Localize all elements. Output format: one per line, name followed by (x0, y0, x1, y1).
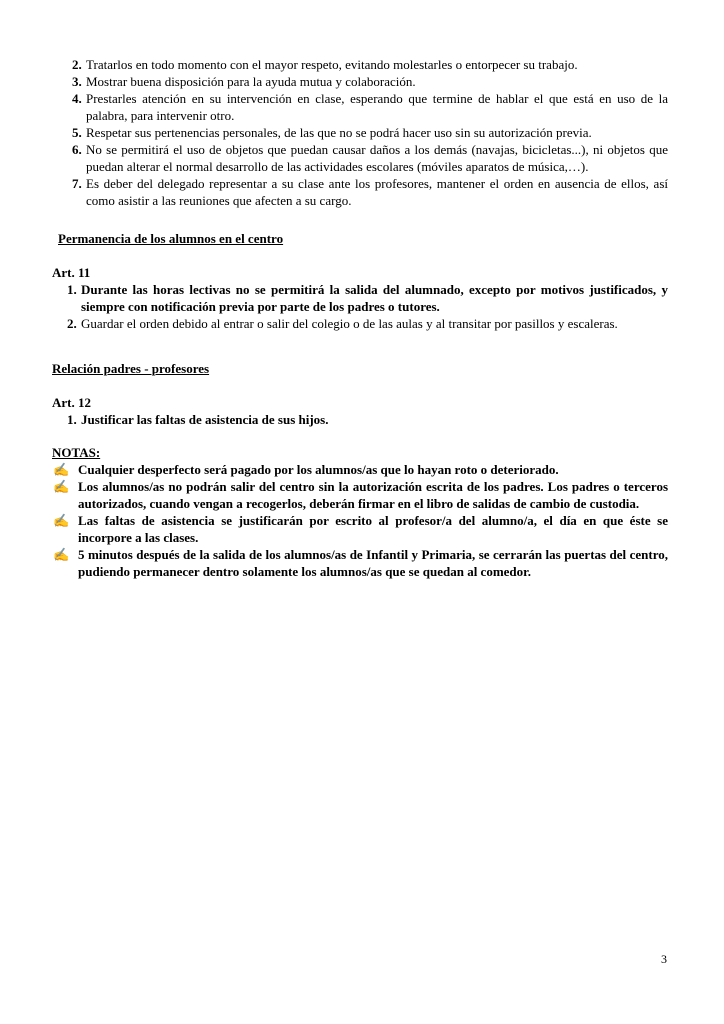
section-heading-relacion: Relación padres - profesores (52, 361, 210, 376)
item-number: 3. (72, 74, 82, 89)
article-12-list (52, 411, 668, 428)
writing-hand-bullet-icon: ✍ (53, 513, 70, 528)
writing-hand-bullet-icon: ✍ (53, 547, 70, 562)
list-item (52, 175, 668, 209)
item-text: Prestarles atención en su intervención en clase, esperando que termine de hablar el que está en uso de la palabra, para intervenir otro. (86, 91, 668, 123)
list-item (52, 281, 668, 315)
page-number: 3 (661, 952, 667, 966)
item-text: Durante las horas lectivas no se permitirá la salida del alumnado, excepto por motivos justificados, y siempre con notificación previa por parte de los padres o tutores. (81, 282, 668, 314)
item-text: Justificar las faltas de asistencia de sus hijos. (81, 412, 329, 427)
article-11-list (52, 281, 668, 332)
note-item (52, 461, 668, 478)
item-text: No se permitirá el uso de objetos que puedan causar daños a los demás (navajas, bicicletas...), ni objetos que puedan alterar el normal desarrollo de las actividades escolares (móviles aparatos de música,…). (86, 142, 668, 174)
page-content (52, 56, 668, 580)
item-text: Respetar sus pertenencias personales, de las que no se podrá hacer uso sin su autorización previa. (86, 125, 592, 140)
item-number: 1. (67, 412, 77, 427)
item-number: 1. (67, 282, 77, 297)
article-12-label: Art. 12 (52, 395, 91, 410)
list-item (52, 56, 668, 73)
list-item (52, 124, 668, 141)
note-text: 5 minutos después de la salida de los alumnos/as de Infantil y Primaria, se cerrarán las puertas del centro, pudiendo permanecer dentro solamente los alumnos/as que se quedan al comedor. (78, 547, 668, 579)
list-item (52, 411, 668, 428)
notas-heading: NOTAS: (52, 445, 101, 460)
conduct-rules-list (52, 56, 668, 209)
item-number: 5. (72, 125, 82, 140)
item-number: 7. (72, 176, 82, 191)
writing-hand-bullet-icon: ✍ (53, 462, 70, 477)
item-number: 4. (72, 91, 82, 106)
item-number: 2. (72, 57, 82, 72)
list-item (52, 73, 668, 90)
item-text: Guardar el orden debido al entrar o salir del colegio o de las aulas y al transitar por pasillos y escaleras. (81, 316, 618, 331)
section-heading-permanencia: Permanencia de los alumnos en el centro (58, 231, 284, 246)
note-item (52, 512, 668, 546)
notas-list (52, 461, 668, 580)
item-text: Mostrar buena disposición para la ayuda mutua y colaboración. (86, 74, 416, 89)
list-item (52, 315, 668, 332)
list-item (52, 141, 668, 175)
note-text: Las faltas de asistencia se justificarán por escrito al profesor/a del alumno/a, el día en que éste se incorpore a las clases. (78, 513, 668, 545)
item-text: Tratarlos en todo momento con el mayor respeto, evitando molestarles o entorpecer su trabajo. (86, 57, 578, 72)
writing-hand-bullet-icon: ✍ (53, 479, 70, 494)
item-number: 2. (67, 316, 77, 331)
note-text: Los alumnos/as no podrán salir del centro sin la autorización escrita de los padres. Los padres o terceros autorizados, cuando vengan a recogerlos, deberán firmar en el libro de salidas de cambio de custodia. (78, 479, 668, 511)
article-11-label: Art. 11 (52, 265, 91, 280)
item-text: Es deber del delegado representar a su clase ante los profesores, mantener el orden en ausencia de ellos, así como asistir a las reuniones que afecten a su cargo. (86, 176, 668, 208)
item-number: 6. (72, 142, 82, 157)
note-item (52, 546, 668, 580)
note-item (52, 478, 668, 512)
note-text: Cualquier desperfecto será pagado por los alumnos/as que lo hayan roto o deteriorado. (78, 462, 559, 477)
list-item (52, 90, 668, 124)
